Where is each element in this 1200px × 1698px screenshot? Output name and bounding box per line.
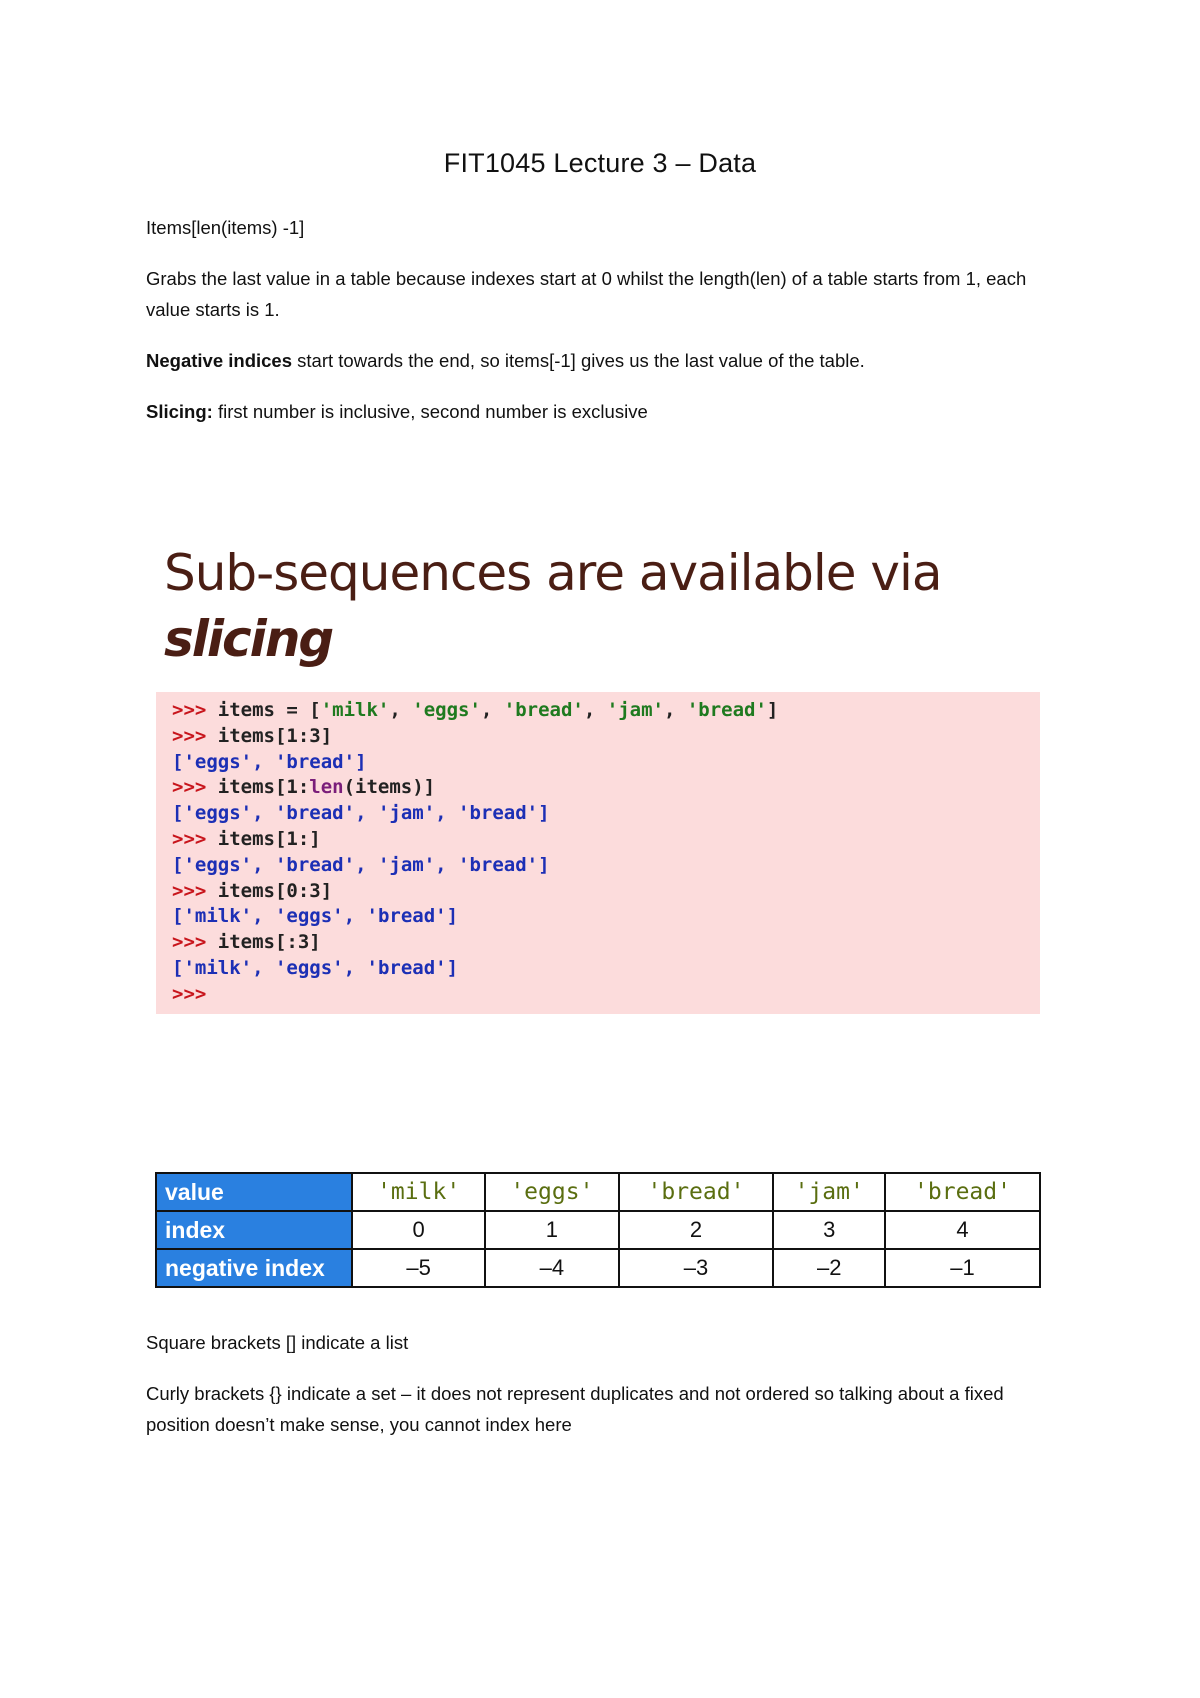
code-token: 'bread' [458, 853, 539, 876]
code-line [172, 801, 778, 827]
code-token: [ [172, 853, 184, 876]
code-token: , [252, 750, 275, 773]
paragraph-curly-brackets: Curly brackets {} indicate a set – it does not represent duplicates and not ordered so talking about a fixed position doesn’t make sense, you cannot index here [146, 1383, 1004, 1435]
code-token: ] [766, 699, 779, 721]
code-token: , [435, 853, 459, 876]
code-token: 'bread' [458, 802, 539, 825]
code-token: 'jam' [377, 853, 436, 876]
code-token: 'bread' [274, 750, 356, 773]
code-line [172, 750, 778, 776]
row-label-index: index [156, 1211, 352, 1249]
code-token: items[:3] [217, 931, 321, 954]
code-token: >>> [172, 724, 218, 747]
paragraph-last-value-explanation: Grabs the last value in a table because indexes start at 0 whilst the length(len) of a table starts from 1, each value starts is 1. [146, 268, 1027, 320]
code-token: (items)] [343, 776, 436, 799]
table-row-index [156, 1211, 1040, 1249]
table-row-negative-index [156, 1249, 1040, 1287]
value-cell: 'jam' [773, 1173, 885, 1211]
code-token: 'eggs' [183, 802, 253, 825]
code-token: 'bread' [686, 699, 767, 721]
code-token: , [343, 956, 367, 979]
code-token: 'eggs' [274, 905, 344, 928]
code-token: 'bread' [366, 956, 447, 979]
code-token: 'bread' [503, 699, 584, 721]
negative-index-cell: –3 [619, 1249, 774, 1287]
code-token: , [355, 802, 378, 825]
code-token: ] [538, 853, 550, 876]
code-line [172, 904, 778, 930]
code-token: >>> [172, 982, 207, 1005]
code-lines [172, 698, 778, 1008]
code-token: 'jam' [606, 699, 664, 721]
code-line [172, 853, 778, 879]
code-token: len [309, 776, 344, 799]
code-token: 'eggs' [412, 699, 481, 721]
code-token: , [355, 853, 378, 876]
row-label-negative-index: negative index [156, 1249, 352, 1287]
slide-title [164, 540, 942, 672]
negative-index-cell: –2 [773, 1249, 885, 1287]
code-token: , [663, 699, 687, 721]
code-token: ] [446, 956, 459, 979]
code-line [172, 724, 778, 750]
paragraph-slicing [146, 396, 1046, 427]
code-token: ] [355, 750, 367, 773]
page-title: FIT1045 Lecture 3 – Data [443, 148, 757, 178]
code-line [172, 775, 778, 801]
code-token: , [252, 853, 275, 876]
code-token: [ [172, 905, 184, 928]
index-cell: 1 [485, 1211, 618, 1249]
index-cell: 0 [352, 1211, 485, 1249]
value-cell: 'milk' [352, 1173, 485, 1211]
code-token: , [343, 905, 367, 928]
index-cell: 4 [885, 1211, 1040, 1249]
code-token: 'bread' [274, 802, 356, 825]
code-line [172, 827, 778, 853]
paragraph-negative-indices [146, 345, 1046, 376]
code-token: ] [446, 905, 459, 928]
slicing-slide-image [146, 532, 1046, 1022]
code-token: , [252, 802, 275, 825]
code-token: , [252, 956, 275, 979]
code-token: 'eggs' [274, 956, 344, 979]
index-cell: 2 [619, 1211, 774, 1249]
code-token: 'bread' [366, 905, 447, 928]
code-token: ] [538, 802, 550, 825]
negative-index-cell: –1 [885, 1249, 1040, 1287]
code-token: [ [172, 956, 184, 979]
value-cell: 'eggs' [485, 1173, 618, 1211]
paragraph-len-expression: Items[len(items) -1] [146, 217, 305, 238]
code-token: 'eggs' [183, 750, 253, 773]
code-token: items[1: [217, 776, 310, 799]
slide-title-line2: slicing [164, 610, 333, 668]
code-line [172, 956, 778, 982]
code-line [172, 982, 778, 1008]
paragraph-square-brackets: Square brackets [] indicate a list [146, 1332, 409, 1353]
code-token: 'jam' [377, 802, 436, 825]
code-token: 'milk' [183, 905, 253, 928]
code-token: , [435, 802, 459, 825]
code-token: items[0:3] [217, 879, 333, 902]
code-token: items[1:] [217, 827, 321, 850]
code-token: >>> [172, 776, 218, 799]
code-token: >>> [172, 827, 218, 850]
code-token: [ [172, 802, 184, 825]
code-token: items[1:3] [217, 724, 333, 747]
code-token: >>> [172, 699, 218, 721]
code-line [172, 879, 778, 905]
value-cell: 'bread' [885, 1173, 1040, 1211]
row-label-value: value [156, 1173, 352, 1211]
slicing-text: first number is inclusive, second number is exclusive [212, 401, 648, 422]
code-token: , [583, 699, 607, 721]
negative-index-cell: –5 [352, 1249, 485, 1287]
value-cell: 'bread' [619, 1173, 774, 1211]
code-token: [ [172, 750, 184, 773]
slicing-label: Slicing: [146, 401, 213, 422]
code-token: >>> [172, 879, 218, 902]
code-token: , [389, 699, 413, 721]
negative-indices-label: Negative indices [146, 350, 293, 371]
code-token: 'eggs' [183, 853, 253, 876]
code-token: , [480, 699, 504, 721]
slide-title-line1: Sub-sequences are available via [164, 544, 942, 602]
index-cell: 3 [773, 1211, 885, 1249]
code-token: >>> [172, 931, 218, 954]
code-token: 'milk' [183, 956, 253, 979]
negative-index-cell: –4 [485, 1249, 618, 1287]
code-example-box [156, 692, 1040, 1014]
code-token: 'milk' [320, 699, 390, 721]
code-line [172, 698, 778, 724]
code-token: 'bread' [274, 853, 356, 876]
code-line [172, 930, 778, 956]
negative-indices-text: start towards the end, so items[-1] gives us the last value of the table. [292, 350, 865, 371]
code-token: , [252, 905, 275, 928]
index-table [155, 1172, 1041, 1288]
code-token: items = [ [217, 699, 321, 721]
table-row-values [156, 1173, 1040, 1211]
